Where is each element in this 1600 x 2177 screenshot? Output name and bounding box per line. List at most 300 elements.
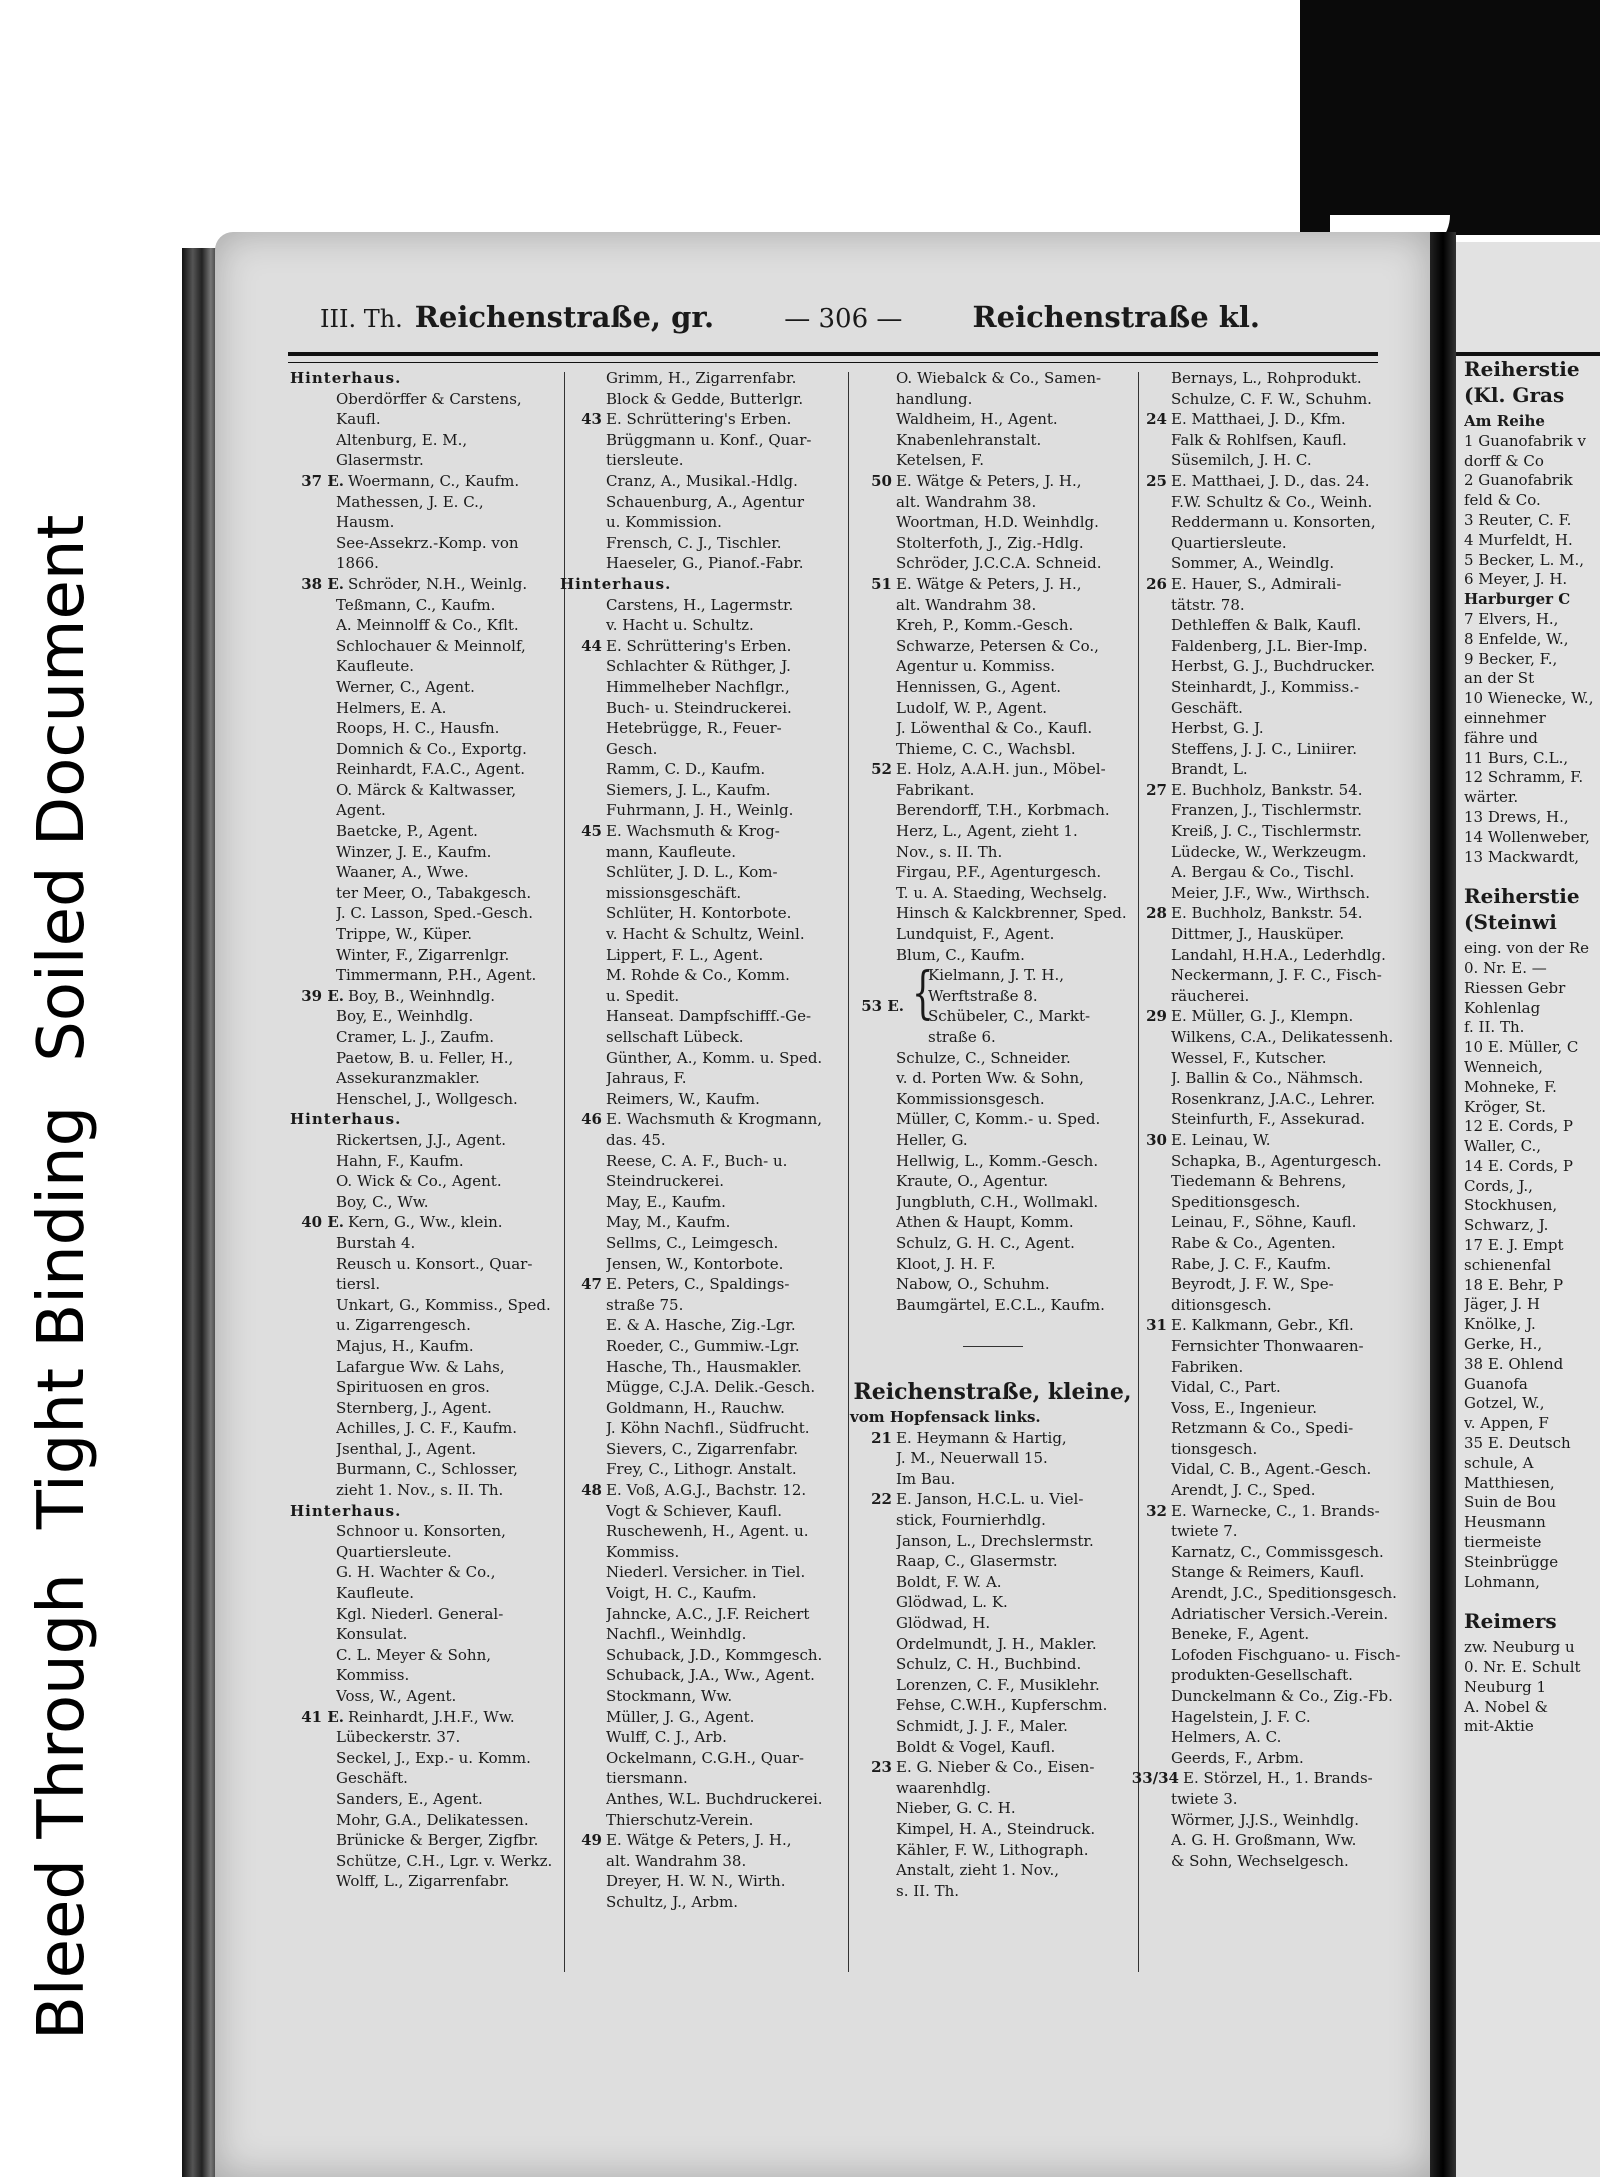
facing-page-line: 8 Enfelde, W., <box>1464 629 1569 648</box>
directory-entry <box>290 1315 560 1336</box>
entry-text: Glasermstr. <box>336 451 424 470</box>
entry-text: Sellms, C., Leimgesch. <box>606 1233 779 1252</box>
entry-text: J. C. Lasson, Sped.-Gesch. <box>336 904 533 923</box>
entry-text: Unkart, G., Kommiss., Sped. <box>336 1295 551 1314</box>
house-number <box>560 1295 606 1316</box>
house-number: 48 <box>581 1481 602 1500</box>
house-number <box>1125 1521 1171 1542</box>
entry-text: May, E., Kaufm. <box>606 1192 726 1211</box>
directory-entry <box>560 1171 845 1192</box>
directory-entry <box>850 368 1135 389</box>
entry-text: Müller, J. G., Agent. <box>606 1707 755 1726</box>
directory-entry <box>560 1851 845 1872</box>
entry-text: Herbst, G. J. <box>1171 719 1264 738</box>
directory-entry <box>560 1274 845 1295</box>
house-number <box>850 1654 896 1675</box>
house-number <box>850 800 896 821</box>
house-number <box>1125 759 1171 780</box>
entry-text: & Sohn, Wechselgesch. <box>1171 1851 1349 1870</box>
facing-page-line: A. Nobel & <box>1464 1697 1548 1716</box>
directory-entry <box>290 903 560 924</box>
directory-entry <box>290 945 560 966</box>
entry-text: Steffens, J. J. C., Liniirer. <box>1171 739 1357 758</box>
directory-entry <box>850 1109 1135 1130</box>
house-number <box>1125 718 1171 739</box>
house-number <box>850 718 896 739</box>
entry-text: Schmidt, J. J. F., Maler. <box>896 1717 1068 1735</box>
house-number <box>1125 1583 1171 1604</box>
entry-text: A. Meinnolff & Co., Kflt. <box>336 616 519 635</box>
directory-entry <box>850 821 1135 842</box>
house-number <box>560 471 606 492</box>
house-number <box>560 1665 606 1686</box>
entry-text: E. Störzel, H., 1. Brands- <box>1183 1769 1373 1788</box>
house-number: 46 <box>581 1110 602 1129</box>
directory-entry <box>850 780 1135 801</box>
entry-text: alt. Wandrahm 38. <box>896 492 1037 511</box>
house-number <box>850 1469 896 1490</box>
house-number <box>1125 965 1171 986</box>
house-number <box>850 945 896 966</box>
entry-text: May, M., Kaufm. <box>606 1213 731 1232</box>
directory-entry <box>560 471 845 492</box>
house-number <box>1125 1357 1171 1378</box>
house-number <box>560 1645 606 1666</box>
entry-text: Helmers, E. A. <box>336 698 447 717</box>
entry-text: Rabe & Co., Agenten. <box>1171 1233 1336 1252</box>
house-number <box>290 553 336 574</box>
entry-text: handlung. <box>896 389 973 408</box>
facing-page-line: schienenfal <box>1464 1255 1551 1274</box>
directory-entry <box>290 986 560 1007</box>
house-number <box>1125 1604 1171 1625</box>
house-number <box>1125 636 1171 657</box>
house-number <box>290 1027 336 1048</box>
directory-entry <box>560 1892 845 1913</box>
entry-text: Boy, B., Weinhndlg. <box>348 986 496 1005</box>
directory-entry <box>850 1860 1135 1881</box>
directory-entry <box>1125 1151 1405 1172</box>
directory-entry <box>290 615 560 636</box>
directory-entry <box>1125 636 1405 657</box>
house-number: 32 <box>1146 1501 1167 1520</box>
house-number <box>1125 368 1171 389</box>
house-number <box>560 1315 606 1336</box>
house-number <box>850 1068 896 1089</box>
house-number: 53 E. <box>861 997 904 1016</box>
house-number <box>290 1192 336 1213</box>
entry-text: alt. Wandrahm 38. <box>896 595 1037 614</box>
entry-text: C. L. Meyer & Sohn, <box>336 1645 492 1664</box>
entry-text: Blum, C., Kaufm. <box>896 945 1025 964</box>
directory-entry <box>1125 1521 1405 1542</box>
entry-text: Sanders, E., Agent. <box>336 1789 483 1808</box>
entry-text: J. M., Neuerwall 15. <box>896 1449 1048 1468</box>
directory-entry <box>850 1778 1135 1799</box>
entry-line: Schübeler, C., Markt- <box>928 1007 1091 1026</box>
directory-entry <box>290 1233 560 1254</box>
directory-entry <box>1125 1048 1405 1069</box>
facing-page-line: 11 Burs, C.L., <box>1464 748 1569 767</box>
entry-text: Heller, G. <box>896 1130 968 1149</box>
directory-entry <box>850 450 1135 471</box>
bracketed-entry <box>850 961 1135 1047</box>
directory-entry <box>560 1089 845 1110</box>
entry-text: Teßmann, C., Kaufm. <box>336 595 496 614</box>
directory-entry <box>850 1295 1135 1316</box>
entry-text: straße 75. <box>606 1295 684 1314</box>
directory-entry <box>560 533 845 554</box>
directory-entry <box>290 1604 560 1625</box>
facing-page-line: Knölke, J. <box>1464 1315 1536 1334</box>
directory-entry <box>290 430 560 451</box>
entry-text: Kern, G., Ww., klein. <box>348 1213 503 1232</box>
directory-entry <box>290 1521 560 1542</box>
directory-entry <box>850 1551 1135 1572</box>
section-heading: Hinterhaus. <box>290 1501 402 1520</box>
directory-entry <box>850 1592 1135 1613</box>
facing-page-line: Guanofa <box>1464 1374 1528 1393</box>
section-separator <box>850 1336 1135 1357</box>
entry-text: Mathessen, J. E. C., <box>336 492 484 511</box>
directory-entry <box>560 1048 845 1069</box>
entry-text: E. Warnecke, C., 1. Brands- <box>1171 1501 1380 1520</box>
house-number: 26 <box>1146 574 1167 593</box>
directory-entry <box>560 636 845 657</box>
house-number <box>1125 615 1171 636</box>
directory-entry <box>560 1398 845 1419</box>
entry-text: Jahraus, F. <box>606 1069 687 1088</box>
directory-entry <box>1125 1810 1405 1831</box>
house-number <box>290 821 336 842</box>
entry-text: Hausm. <box>336 513 395 532</box>
entry-text: Waaner, A., Wwe. <box>336 863 469 882</box>
directory-entry <box>290 533 560 554</box>
entry-text: Lafargue Ww. & Lahs, <box>336 1357 505 1376</box>
curly-brace-icon: { <box>912 961 934 1027</box>
directory-entry <box>850 574 1135 595</box>
facing-page-column <box>1464 360 1600 1737</box>
entry-text: Ordelmundt, J. H., Makler. <box>896 1634 1097 1653</box>
house-number <box>560 986 606 1007</box>
entry-text: Vidal, C., Part. <box>1171 1378 1281 1397</box>
entry-text: Schnoor u. Konsorten, <box>336 1522 506 1541</box>
house-number <box>850 1192 896 1213</box>
house-number <box>560 842 606 863</box>
entry-text: Woortman, H.D. Weinhdlg. <box>896 513 1099 532</box>
facing-page-line: 7 Elvers, H., <box>1464 609 1559 628</box>
directory-entry <box>850 1274 1135 1295</box>
entry-text: E. Heymann & Hartig, <box>896 1428 1067 1447</box>
directory-entry <box>290 1768 560 1789</box>
directory-entry <box>290 1151 560 1172</box>
entry-text: E. Holz, A.A.H. jun., Möbel- <box>896 760 1106 779</box>
directory-entry <box>290 471 560 492</box>
label-soiled-document: Soiled Document <box>25 514 99 1062</box>
directory-entry <box>290 883 560 904</box>
entry-line: straße 6. <box>928 1028 996 1046</box>
directory-entry <box>290 1830 560 1851</box>
entry-text: Fabrikant. <box>896 780 975 799</box>
directory-entry <box>1125 1707 1405 1728</box>
house-number <box>560 533 606 554</box>
house-number <box>290 862 336 883</box>
street-subheading: vom Hopfensack links. <box>850 1408 1041 1427</box>
directory-entry <box>560 1068 845 1089</box>
entry-text: Cramer, L. J., Zaufm. <box>336 1028 494 1046</box>
directory-entry <box>850 1212 1135 1233</box>
house-number <box>1125 1151 1171 1172</box>
facing-page-line: 38 E. Ohlend <box>1464 1354 1564 1373</box>
house-number <box>560 1418 606 1439</box>
entry-text: Carstens, H., Lagermstr. <box>606 595 794 614</box>
directory-entry <box>290 1398 560 1419</box>
facing-page-rule <box>1456 352 1600 356</box>
directory-entry <box>560 1006 845 1027</box>
entry-text: Rickertsen, J.J., Agent. <box>336 1130 506 1149</box>
entry-text: Block & Gedde, Butterlgr. <box>606 389 804 408</box>
entry-text: Schuback, J.D., Kommgesch. <box>606 1645 823 1664</box>
entry-text: Kähler, F. W., Lithograph. <box>896 1840 1089 1859</box>
house-number <box>290 1459 336 1480</box>
house-number: 33/34 <box>1131 1769 1179 1788</box>
house-number <box>290 656 336 677</box>
directory-entry <box>850 1068 1135 1089</box>
entry-text: Hellwig, L., Komm.-Gesch. <box>896 1151 1099 1170</box>
entry-text: Schlüter, H. Kontorbote. <box>606 904 792 923</box>
house-number <box>560 1604 606 1625</box>
house-number <box>1125 492 1171 513</box>
house-number <box>850 1695 896 1716</box>
entry-text: Schulze, C. F. W., Schuhm. <box>1171 389 1372 408</box>
entry-text: Sternberg, J., Agent. <box>336 1398 492 1417</box>
house-number <box>1125 553 1171 574</box>
entry-text: Brüggmann u. Konf., Quar- <box>606 430 812 449</box>
entry-text: Kaufleute. <box>336 1584 415 1603</box>
directory-entry <box>1125 389 1405 410</box>
directory-entry <box>560 512 845 533</box>
entry-text: Schwarze, Petersen & Co., <box>896 636 1099 655</box>
entry-text: Domnich & Co., Exportg. <box>336 739 527 758</box>
facing-page-line: Gerke, H., <box>1464 1335 1543 1354</box>
facing-page <box>1456 242 1600 2177</box>
house-number <box>850 512 896 533</box>
directory-entry <box>1125 1830 1405 1851</box>
entry-text: Schlochauer & Meinnolf, <box>336 636 526 655</box>
entry-text: E. Matthaei, J. D., Kfm. <box>1171 410 1346 429</box>
house-number <box>850 1737 896 1758</box>
house-number <box>290 1357 336 1378</box>
house-number <box>850 368 896 389</box>
facing-page-line: 2 Guanofabrik <box>1464 471 1573 490</box>
directory-entry <box>290 1171 560 1192</box>
house-number <box>290 698 336 719</box>
house-number <box>560 1686 606 1707</box>
entry-text: 1866. <box>336 554 379 573</box>
directory-entry <box>1125 1459 1405 1480</box>
entry-text: waarenhdlg. <box>896 1778 991 1797</box>
house-number <box>850 1798 896 1819</box>
entry-text: E. Müller, G. J., Klempn. <box>1171 1007 1354 1026</box>
directory-column-1 <box>290 368 560 1892</box>
entry-text: Konsulat. <box>336 1625 408 1644</box>
directory-entry <box>1125 821 1405 842</box>
house-number <box>560 1521 606 1542</box>
entry-text: Herbst, G. J., Buchdrucker. <box>1171 657 1375 676</box>
entry-text: Rosenkranz, J.A.C., Lehrer. <box>1171 1089 1376 1108</box>
entry-text: Hetebrügge, R., Feuer- <box>606 719 782 738</box>
directory-entry <box>560 800 845 821</box>
house-number: 47 <box>581 1275 602 1294</box>
directory-entry <box>1125 512 1405 533</box>
directory-entry <box>560 615 845 636</box>
house-number <box>560 1377 606 1398</box>
house-number <box>1125 1068 1171 1089</box>
directory-entry <box>1125 759 1405 780</box>
house-number <box>290 903 336 924</box>
entry-text: Müller, C, Komm.- u. Sped. <box>896 1110 1101 1129</box>
house-number <box>290 1254 336 1275</box>
entry-text: Assekuranzmakler. <box>336 1069 480 1088</box>
entry-text: E. G. Nieber & Co., Eisen- <box>896 1758 1095 1777</box>
directory-entry <box>1125 1583 1405 1604</box>
house-number <box>850 1274 896 1295</box>
directory-entry <box>290 862 560 883</box>
directory-entry <box>850 1819 1135 1840</box>
facing-page-line: fähre und <box>1464 728 1538 747</box>
entry-text: Sievers, C., Zigarrenfabr. <box>606 1439 798 1458</box>
house-number: 21 <box>871 1428 892 1447</box>
entry-text: das. 45. <box>606 1130 666 1149</box>
house-number <box>290 1006 336 1027</box>
directory-entry <box>560 1336 845 1357</box>
directory-entry <box>290 1748 560 1769</box>
entry-text: ditionsgesch. <box>1171 1295 1272 1314</box>
directory-entry <box>850 1675 1135 1696</box>
house-number: 24 <box>1146 410 1167 429</box>
house-number <box>290 1089 336 1110</box>
book-gutter <box>1430 232 1456 2177</box>
entry-text: Brandt, L. <box>1171 760 1248 779</box>
entry-text: Voss, E., Ingenieur. <box>1171 1398 1318 1417</box>
house-number <box>560 389 606 410</box>
directory-entry <box>290 1089 560 1110</box>
entry-text: Voss, W., Agent. <box>336 1687 457 1705</box>
directory-entry <box>850 862 1135 883</box>
entry-text: Hennissen, G., Agent. <box>896 677 1062 696</box>
entry-text: Schulze, C., Schneider. <box>896 1048 1071 1067</box>
entry-text: Nachfl., Weinhdlg. <box>606 1625 747 1644</box>
entry-text: Athen & Haupt, Komm. <box>896 1213 1074 1232</box>
directory-entry <box>560 1768 845 1789</box>
house-number <box>290 800 336 821</box>
directory-entry <box>290 1624 560 1645</box>
entry-text: Falk & Rohlfsen, Kaufl. <box>1171 430 1347 449</box>
house-number <box>560 698 606 719</box>
entry-text: O. Märck & Kaltwasser, <box>336 780 517 799</box>
house-number <box>850 1089 896 1110</box>
directory-entry <box>560 595 845 616</box>
directory-column-3 <box>850 368 1135 1901</box>
house-number <box>290 759 336 780</box>
directory-entry <box>1125 965 1405 986</box>
directory-entry <box>560 1254 845 1275</box>
house-number <box>1125 1830 1171 1851</box>
directory-entry <box>1125 1686 1405 1707</box>
entry-text: Schulz, C. H., Buchbind. <box>896 1655 1082 1674</box>
entry-text: Boy, C., Ww. <box>336 1192 429 1211</box>
entry-text: Timmermann, P.H., Agent. <box>336 966 537 985</box>
directory-entry <box>560 656 845 677</box>
house-number <box>560 1171 606 1192</box>
facing-page-line: 6 Meyer, J. H. <box>1464 570 1568 589</box>
house-number <box>1125 1439 1171 1460</box>
house-number <box>560 430 606 451</box>
house-number <box>850 698 896 719</box>
house-number <box>1125 1480 1171 1501</box>
house-number: 27 <box>1146 780 1167 799</box>
entry-text: Reinhardt, J.H.F., Ww. <box>348 1707 515 1726</box>
directory-entry <box>850 1613 1135 1634</box>
house-number <box>290 965 336 986</box>
house-number: 43 <box>581 410 602 429</box>
entry-text: Kgl. Niederl. General- <box>336 1604 504 1623</box>
entry-text: tiersl. <box>336 1275 381 1294</box>
facing-page-line: feld & Co. <box>1464 491 1541 510</box>
house-number <box>560 1068 606 1089</box>
house-number <box>560 800 606 821</box>
house-number <box>850 389 896 410</box>
entry-text: Anstalt, zieht 1. Nov., <box>896 1861 1060 1880</box>
entry-text: See-Assekrz.-Komp. von <box>336 533 519 552</box>
house-number: 39 E. <box>301 986 344 1005</box>
directory-entry <box>1125 1130 1405 1151</box>
entry-text: Firgau, P.F., Agenturgesch. <box>896 863 1102 882</box>
directory-entry <box>290 553 560 574</box>
entry-text: Thieme, C. C., Wachsbl. <box>896 739 1076 758</box>
house-number <box>850 1130 896 1151</box>
house-number <box>1125 1418 1171 1439</box>
entry-text: Ludolf, W. P., Agent. <box>896 698 1048 717</box>
house-number <box>1125 1109 1171 1130</box>
entry-line: Werftstraße 8. <box>928 986 1038 1005</box>
house-number <box>290 842 336 863</box>
directory-entry <box>560 1418 845 1439</box>
directory-entry <box>560 492 845 513</box>
directory-entry <box>1125 595 1405 616</box>
entry-text: Reddermann u. Konsorten, <box>1171 513 1376 532</box>
book-page-edges <box>182 248 218 2177</box>
directory-entry <box>560 698 845 719</box>
facing-page-line: Harburger C <box>1464 590 1571 609</box>
directory-entry <box>560 821 845 842</box>
directory-entry <box>560 1624 845 1645</box>
entry-text: Steinfurth, F., Assekurad. <box>1171 1110 1365 1129</box>
directory-entry <box>290 1192 560 1213</box>
entry-text: Roeder, C., Gummiw.-Lgr. <box>606 1336 800 1355</box>
entry-text: Seckel, J., Exp.- u. Komm. <box>336 1748 531 1767</box>
entry-text: produkten-Gesellschaft. <box>1171 1666 1353 1685</box>
entry-text: E. Kalkmann, Gebr., Kfl. <box>1171 1316 1354 1335</box>
directory-entry <box>560 677 845 698</box>
house-number <box>1125 1212 1171 1233</box>
entry-text: Lofoden Fischguano- u. Fisch- <box>1171 1645 1401 1664</box>
directory-entry <box>290 574 560 595</box>
house-number <box>560 1151 606 1172</box>
directory-entry <box>1125 368 1405 389</box>
directory-entry <box>850 615 1135 636</box>
entry-text: Vogt & Schiever, Kaufl. <box>606 1501 783 1520</box>
